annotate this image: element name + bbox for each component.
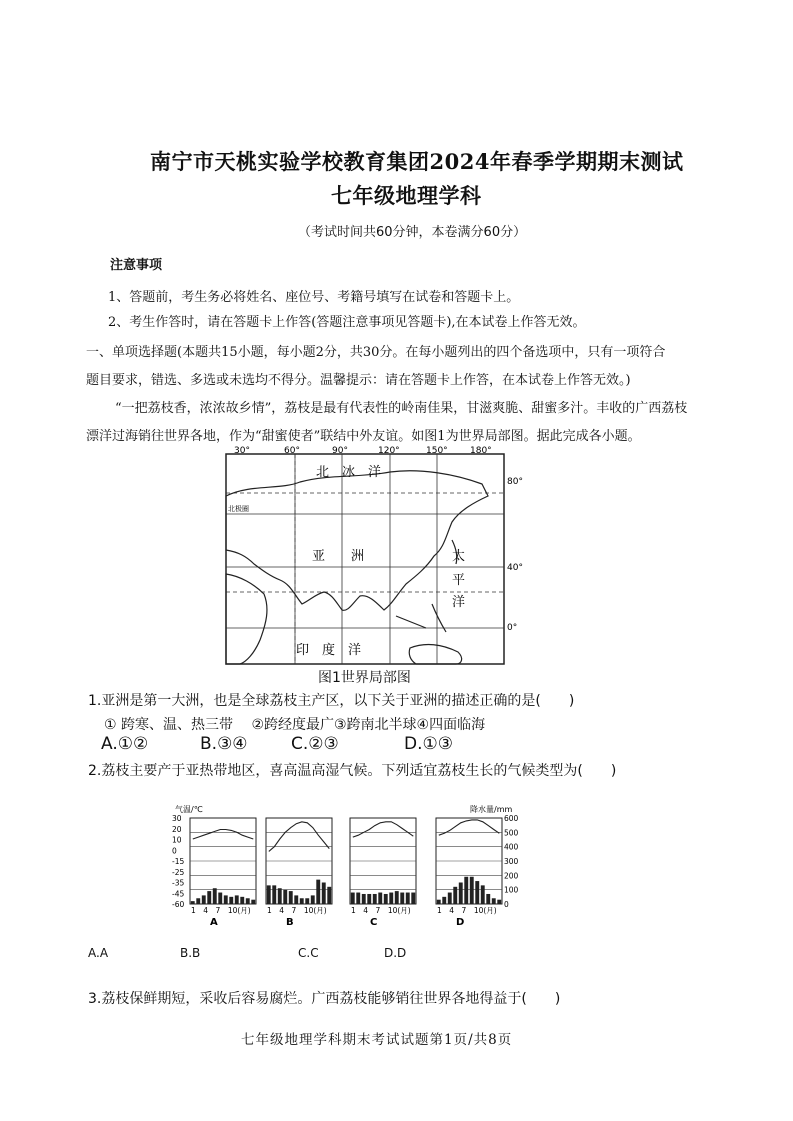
precip-bar xyxy=(378,893,382,904)
map-label-40: 40° xyxy=(507,563,523,573)
temp-tick-label: -25 xyxy=(172,867,185,877)
precip-bar xyxy=(497,900,501,904)
panel-label: C xyxy=(370,917,378,928)
q3-stem: 3.荔枝保鲜期短，采收后容易腐烂。广西荔枝能够销往世界各地得益于( ) xyxy=(88,991,561,1007)
precip-bar xyxy=(218,893,222,904)
precip-bar xyxy=(475,881,479,904)
q2-option-a: A.A xyxy=(88,946,109,960)
precip-bar xyxy=(272,885,276,904)
q1-option-c: C.②③ xyxy=(291,734,339,754)
intro-line1: “一把荔枝香，浓浓故乡情”，荔枝是最有代表性的岭南佳果，甘滋爽脆、甜蜜多汁。丰收的广西荔枝 xyxy=(115,401,688,416)
month-ticks: 1 4 7 10(月) xyxy=(267,906,327,915)
temp-tick-label: 20 xyxy=(172,824,182,834)
precip-bar xyxy=(459,883,463,905)
notes-heading: 注意事项 xyxy=(110,258,163,273)
exam-subtitle: 七年级地理学科 xyxy=(331,183,482,208)
q1-option-a: A.①② xyxy=(101,734,149,754)
exam-title: 南宁市天桃实验学校教育集团2024年春季学期期末测试 xyxy=(150,149,684,174)
precip-bar xyxy=(224,895,228,904)
map-label-180: 180° xyxy=(470,446,492,456)
temp-tick-label: -45 xyxy=(172,889,185,899)
month-ticks: 1 4 7 10(月) xyxy=(351,906,411,915)
q1-option-d: D.①③ xyxy=(404,734,453,754)
precip-bar xyxy=(278,888,282,904)
temp-tick-label: -35 xyxy=(172,878,185,888)
precip-tick-label: 600 xyxy=(504,814,519,823)
world-map-figure xyxy=(220,444,530,670)
precip-bar xyxy=(294,895,298,904)
precip-bar xyxy=(305,898,309,904)
panel-label: D xyxy=(456,917,465,928)
indian-ocean-label: 印 度 洋 xyxy=(296,643,362,658)
precip-bar xyxy=(481,885,485,904)
precip-bar xyxy=(362,894,366,904)
map-label-120: 120° xyxy=(378,446,400,456)
precip-bar xyxy=(406,893,410,904)
precip-bar xyxy=(411,893,415,904)
map-label-60: 60° xyxy=(284,446,300,456)
pacific-label-1: 太 xyxy=(452,549,466,564)
precip-bar xyxy=(322,883,326,905)
month-ticks: 1 4 7 10(月) xyxy=(191,906,251,915)
precip-bar xyxy=(327,887,331,904)
q2-option-c: C.C xyxy=(298,946,319,960)
temp-axis-title: 气温/℃ xyxy=(175,805,203,814)
precip-bar xyxy=(289,891,293,904)
precip-bar xyxy=(442,897,446,904)
arctic-ocean-label: 北 冰 洋 xyxy=(316,465,382,480)
map-label-30: 30° xyxy=(234,446,250,456)
precip-bar xyxy=(389,893,393,904)
map-caption: 图1世界局部图 xyxy=(318,670,411,686)
precip-bar xyxy=(300,898,304,904)
temp-tick-label: 30 xyxy=(172,814,182,823)
pacific-label-2: 平 xyxy=(452,573,466,588)
precip-tick-label: 500 xyxy=(504,828,519,838)
map-label-80: 80° xyxy=(507,477,523,487)
chart-panels xyxy=(190,818,502,928)
q2-stem: 2.荔枝主要产于亚热带地区，喜高温高湿气候。下列适宜荔枝生长的气候类型为( ) xyxy=(88,763,617,779)
precip-bar xyxy=(229,897,233,904)
temp-tick-label: -15 xyxy=(172,857,185,866)
asia-label: 亚 洲 xyxy=(312,549,365,564)
precip-bar xyxy=(267,885,271,904)
precip-bar xyxy=(213,888,217,904)
precip-tick-label: 100 xyxy=(504,885,519,895)
q1-statements: ① 跨寒、温、热三带 ②跨经度最广③跨南北半球④四面临海 xyxy=(104,717,486,733)
precip-bar xyxy=(373,894,377,904)
notes-item-2: 2、考生作答时，请在答题卡上作答(答题注意事项见答题卡),在本试卷上作答无效。 xyxy=(108,315,586,330)
panel-label: A xyxy=(210,917,218,928)
climate-panel-b xyxy=(266,818,332,928)
precip-bar xyxy=(191,901,195,904)
precip-bar xyxy=(367,894,371,904)
section-heading-line1: 一、单项选择题(本题共15小题，每小题2分，共30分。在每小题列出的四个备选项中，只有一项符合 xyxy=(86,345,666,360)
precip-tick-label: 400 xyxy=(504,842,519,852)
precip-bar xyxy=(395,891,399,904)
temp-ticks xyxy=(172,814,184,909)
precip-tick-label: 200 xyxy=(504,871,519,881)
precip-bar xyxy=(311,895,315,904)
precip-bar xyxy=(246,898,250,904)
climate-panel-a xyxy=(190,818,256,928)
precip-tick-label: 300 xyxy=(504,857,519,866)
q1-stem: 1.亚洲是第一大洲，也是全球荔枝主产区，以下关于亚洲的描述正确的是( ) xyxy=(88,693,575,709)
map-label-90: 90° xyxy=(332,446,348,456)
intro-line2: 漂洋过海销往世界各地，作为“甜蜜使者”联结中外友谊。如图1为世界局部图。据此完成各小题。 xyxy=(86,429,641,444)
precip-bar xyxy=(448,893,452,904)
precip-bar xyxy=(283,890,287,904)
precip-bar xyxy=(437,900,441,904)
notes-item-1: 1、答题前，考生务必将姓名、座位号、考籍号填写在试卷和答题卡上。 xyxy=(108,290,520,305)
q2-option-d: D.D xyxy=(384,946,407,960)
arctic-circle-label: 北极圈 xyxy=(228,505,249,513)
panel-label: B xyxy=(286,917,294,928)
q1-option-b: B.③④ xyxy=(200,734,248,754)
precip-bar xyxy=(235,895,239,904)
page-footer: 七年级地理学科期末考试试题第1页/共8页 xyxy=(241,1032,513,1048)
temp-tick-label: 10 xyxy=(172,835,182,845)
precip-bar xyxy=(356,893,360,904)
pacific-label-3: 洋 xyxy=(452,595,466,610)
precip-bar xyxy=(351,893,355,904)
climate-panel-c xyxy=(350,818,416,928)
temp-tick-label: -60 xyxy=(172,900,185,909)
exam-info: （考试时间共60分钟，本卷满分60分） xyxy=(298,225,527,240)
precip-bar xyxy=(453,887,457,904)
precip-bar xyxy=(470,877,474,904)
q2-option-b: B.B xyxy=(180,946,201,960)
precip-bar xyxy=(207,891,211,904)
precip-bar xyxy=(196,898,200,904)
precip-bar xyxy=(384,894,388,904)
precip-bar xyxy=(316,880,320,904)
precip-bar xyxy=(400,893,404,904)
map-label-150: 150° xyxy=(426,446,448,456)
precip-bar xyxy=(486,894,490,904)
precip-bar xyxy=(240,897,244,904)
climate-panel-d xyxy=(436,818,502,928)
precip-bar xyxy=(492,898,496,904)
precip-ticks xyxy=(504,814,519,909)
month-ticks: 1 4 7 10(月) xyxy=(437,906,497,915)
precip-axis-title: 降水量/mm xyxy=(470,805,513,814)
precip-bar xyxy=(464,877,468,904)
map-label-0: 0° xyxy=(507,623,518,633)
climate-charts xyxy=(170,800,530,930)
precip-tick-label: 0 xyxy=(504,900,509,909)
precip-bar xyxy=(202,895,206,904)
precip-bar xyxy=(251,900,255,904)
section-heading-line2: 题目要求，错选、多选或未选均不得分。温馨提示：请在答题卡上作答，在本试卷上作答无效。) xyxy=(86,373,631,388)
temp-tick-label: 0 xyxy=(172,846,177,856)
